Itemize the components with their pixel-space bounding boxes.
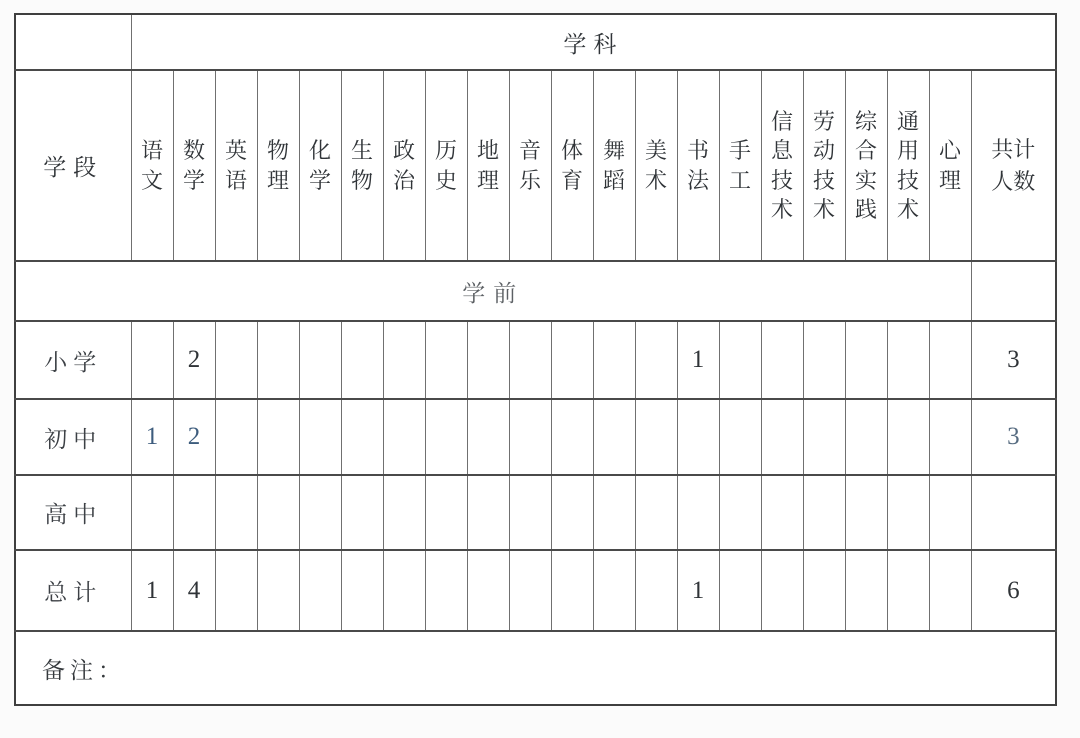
grid-cell bbox=[131, 475, 173, 550]
grid-cell bbox=[635, 475, 677, 550]
grid-cell bbox=[299, 475, 341, 550]
table-row-grand-total bbox=[15, 550, 1056, 631]
subject-header-cell: 物理 bbox=[257, 70, 299, 261]
grid-cell bbox=[761, 550, 803, 631]
table-row-senior bbox=[15, 475, 1056, 550]
table-row-junior bbox=[15, 399, 1056, 475]
grid-cell bbox=[341, 550, 383, 631]
grid-cell bbox=[299, 399, 341, 475]
table-row-remark bbox=[15, 631, 1056, 705]
grid-cell bbox=[509, 475, 551, 550]
grid-cell bbox=[299, 550, 341, 631]
grid-cell bbox=[173, 475, 215, 550]
row-label-primary: 小学 bbox=[15, 321, 131, 399]
grid-cell bbox=[341, 321, 383, 399]
grid-cell bbox=[425, 399, 467, 475]
grid-cell: 2 bbox=[173, 399, 215, 475]
grid-cell bbox=[929, 321, 971, 399]
subject-header-cell: 美术 bbox=[635, 70, 677, 261]
table-row-primary bbox=[15, 321, 1056, 399]
grid-cell bbox=[845, 550, 887, 631]
grid-cell bbox=[887, 475, 929, 550]
subject-header-cell: 信息技术 bbox=[761, 70, 803, 261]
subject-header-cell: 综合实践 bbox=[845, 70, 887, 261]
subject-header-cell: 体育 bbox=[551, 70, 593, 261]
grid-cell-total bbox=[971, 261, 1056, 321]
row-label-junior: 初中 bbox=[15, 399, 131, 475]
grid-cell-total: 3 bbox=[971, 399, 1056, 475]
grid-cell bbox=[341, 475, 383, 550]
grid-cell bbox=[887, 399, 929, 475]
grid-cell bbox=[383, 399, 425, 475]
grid-cell bbox=[635, 399, 677, 475]
grid-cell bbox=[215, 321, 257, 399]
grid-cell bbox=[719, 321, 761, 399]
grid-cell bbox=[215, 399, 257, 475]
grid-cell bbox=[551, 399, 593, 475]
grid-cell bbox=[887, 321, 929, 399]
grid-cell: 1 bbox=[677, 321, 719, 399]
grid-cell bbox=[257, 550, 299, 631]
grid-cell: 2 bbox=[173, 321, 215, 399]
subject-header-cell: 音乐 bbox=[509, 70, 551, 261]
grid-cell: 1 bbox=[131, 399, 173, 475]
grid-cell bbox=[131, 321, 173, 399]
grid-cell bbox=[215, 550, 257, 631]
grid-cell bbox=[887, 550, 929, 631]
grid-cell bbox=[845, 475, 887, 550]
grid-cell bbox=[719, 399, 761, 475]
subject-header-cell: 舞蹈 bbox=[593, 70, 635, 261]
grid-cell bbox=[677, 475, 719, 550]
grid-cell: 1 bbox=[131, 550, 173, 631]
grid-cell bbox=[299, 321, 341, 399]
subject-header-cell: 生物 bbox=[341, 70, 383, 261]
subject-header-cell: 英语 bbox=[215, 70, 257, 261]
subject-header-cell: 语文 bbox=[131, 70, 173, 261]
grid-cell bbox=[761, 321, 803, 399]
subject-header-cell: 心理 bbox=[929, 70, 971, 261]
grid-cell bbox=[929, 475, 971, 550]
grid-cell-total: 3 bbox=[971, 321, 1056, 399]
grid-cell bbox=[509, 321, 551, 399]
grid-cell bbox=[593, 475, 635, 550]
grid-cell bbox=[425, 475, 467, 550]
table-row-subject-band bbox=[15, 14, 1056, 70]
grid-cell bbox=[719, 550, 761, 631]
subject-header-cell: 历史 bbox=[425, 70, 467, 261]
grid-cell bbox=[383, 475, 425, 550]
row-label-grand-total: 总计 bbox=[15, 550, 131, 631]
grid-cell-total bbox=[971, 475, 1056, 550]
grid-cell bbox=[803, 475, 845, 550]
row-label-senior: 高中 bbox=[15, 475, 131, 550]
grid-cell bbox=[467, 399, 509, 475]
grid-cell bbox=[593, 399, 635, 475]
grid-cell bbox=[929, 399, 971, 475]
grid-cell bbox=[467, 550, 509, 631]
total-header-cell: 共计人数 bbox=[971, 70, 1056, 261]
grid-cell bbox=[425, 321, 467, 399]
grid-cell bbox=[635, 321, 677, 399]
grid-cell bbox=[803, 399, 845, 475]
grid-cell bbox=[593, 550, 635, 631]
table-row-preschool bbox=[15, 261, 1056, 321]
grid-cell bbox=[593, 321, 635, 399]
grid-cell bbox=[719, 475, 761, 550]
grid-cell bbox=[845, 321, 887, 399]
grid-cell bbox=[257, 475, 299, 550]
corner-cell bbox=[15, 14, 131, 70]
grid-cell bbox=[383, 550, 425, 631]
grid-cell bbox=[509, 399, 551, 475]
grid-cell bbox=[761, 475, 803, 550]
grid-cell bbox=[551, 321, 593, 399]
grid-cell-total: 6 bbox=[971, 550, 1056, 631]
grid-cell bbox=[257, 321, 299, 399]
grid-cell bbox=[341, 399, 383, 475]
subject-header-cell: 通用技术 bbox=[887, 70, 929, 261]
subject-header-cell: 手工 bbox=[719, 70, 761, 261]
grid-cell bbox=[257, 399, 299, 475]
grid-cell bbox=[425, 550, 467, 631]
grid-cell bbox=[635, 550, 677, 631]
subject-header-cell: 地理 bbox=[467, 70, 509, 261]
grid-cell bbox=[803, 321, 845, 399]
grid-cell bbox=[551, 475, 593, 550]
grid-cell bbox=[215, 475, 257, 550]
grid-cell bbox=[803, 550, 845, 631]
grid-cell bbox=[467, 321, 509, 399]
grid-cell bbox=[467, 475, 509, 550]
grid-cell bbox=[551, 550, 593, 631]
stage-header-cell: 学段 bbox=[15, 70, 131, 261]
subject-header-cell: 数学 bbox=[173, 70, 215, 261]
grid-cell: 4 bbox=[173, 550, 215, 631]
subject-header-cell: 书法 bbox=[677, 70, 719, 261]
grid-cell bbox=[677, 399, 719, 475]
remark-label: 备注： bbox=[15, 631, 1056, 705]
table-row-column-headers bbox=[15, 70, 1056, 261]
subject-header-cell: 化学 bbox=[299, 70, 341, 261]
subject-header-cell: 政治 bbox=[383, 70, 425, 261]
subject-header-cell: 劳动技术 bbox=[803, 70, 845, 261]
grid-cell bbox=[509, 550, 551, 631]
row-label-preschool: 学前 bbox=[15, 261, 971, 321]
grid-cell bbox=[845, 399, 887, 475]
subject-band-header: 学科 bbox=[131, 14, 1056, 70]
grid-cell: 1 bbox=[677, 550, 719, 631]
grid-cell bbox=[383, 321, 425, 399]
recruitment-table bbox=[14, 13, 1057, 706]
grid-cell bbox=[929, 550, 971, 631]
grid-cell bbox=[761, 399, 803, 475]
